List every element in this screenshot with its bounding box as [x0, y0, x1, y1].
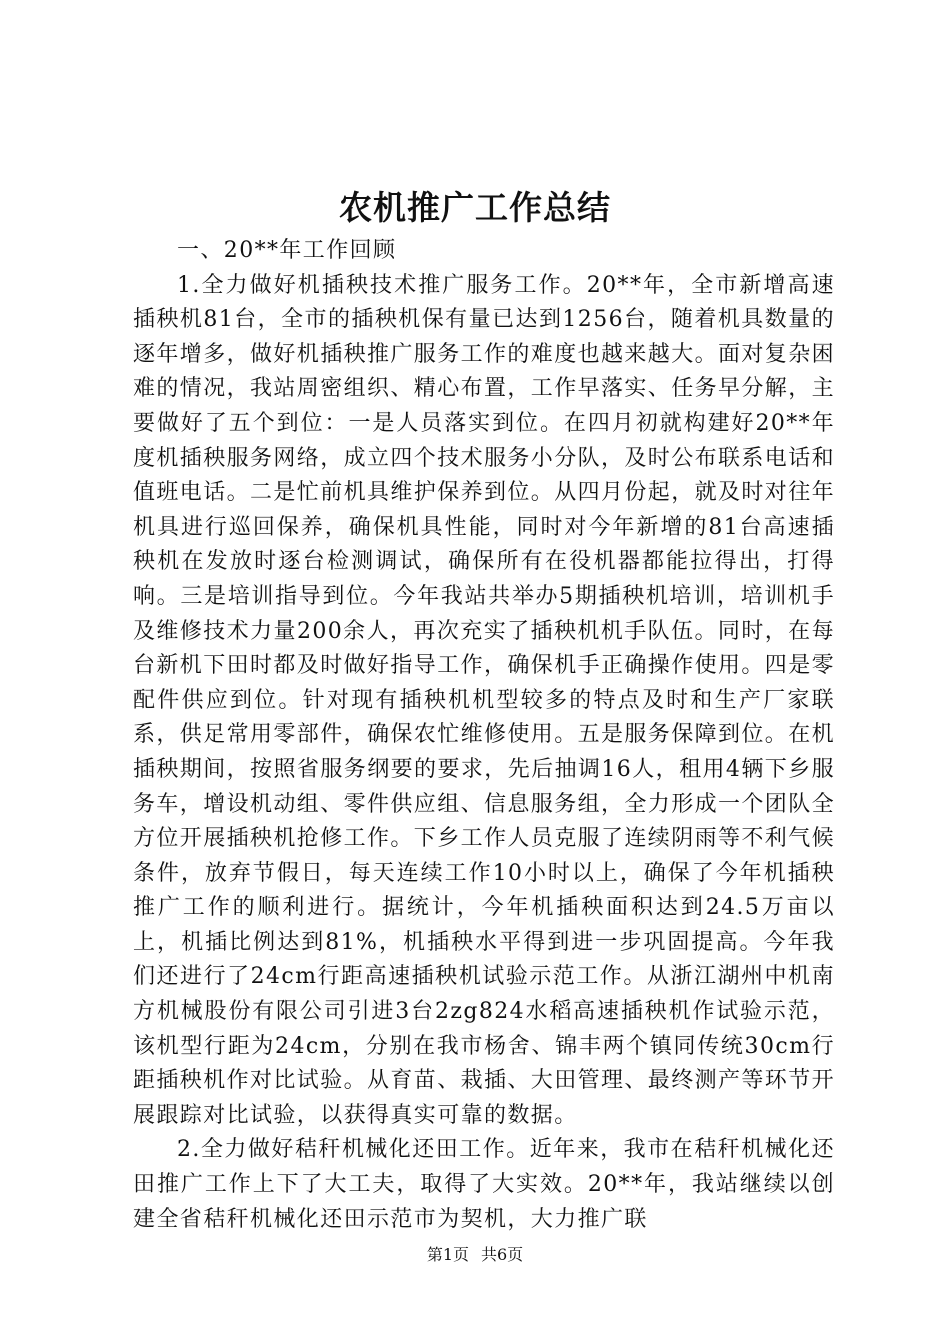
document-title: 农机推广工作总结: [339, 188, 611, 227]
document-body: [133, 234, 835, 1237]
section-heading: 一、20**年工作回顾: [177, 238, 397, 263]
page-footer: [0, 1244, 950, 1266]
body-paragraph: 2.全力做好秸秆机械化还田工作。近年来，我市在秸秆机械化还田推广工作上下了大工夫，取得了大实效。20**年，我站继续以创建全省秸秆机械化还田示范市为契机，大力推广联: [133, 1137, 835, 1232]
body-paragraph: 1.全力做好机插秧技术推广服务工作。20**年，全市新增高速插秧机81台，全市的插秧机保有量已达到1256台，随着机具数量的逐年增多，做好机插秧推广服务工作的难度也越来越大。面对复杂困难的情况，我站周密组织、精心布置，工作早落实、任务早分解，主要做好了五个到位：一是人员落实到位。在四月初就构建好20**年度机插秧服务网络，成立四个技术服务小分队，及时公布联系电话和值班电话。二是忙前机具维护保养到位。从四月份起，就及时对往年机具进行巡回保养，确保机具性能，同时对今年新增的81台高速插秧机在发放时逐台检测调试，确保所有在役机器都能拉得出，打得响。三是培训指导到位。今年我站共举办5期插秧机培训，培训机手及维修技术力量200余人，再次充实了插秧机机手队伍。同时，在每台新机下田时都及时做好指导工作，确保机手正确操作使用。四是零配件供应到位。针对现有插秧机机型较多的特点及时和生产厂家联系，供足常用零部件，确保农忙维修使用。五是服务保障到位。在机插秧期间，按照省服务纲要的要求，先后抽调16人，租用4辆下乡服务车，增设机动组、零件供应组、信息服务组，全力形成一个团队全方位开展插秧机抢修工作。下乡工作人员克服了连续阴雨等不利气候条件，放弃节假日，每天连续工作10小时以上，确保了今年机插秧推广工作的顺利进行。据统计，今年机插秧面积达到24.5万亩以上，机插比例达到81%，机插秧水平得到进一步巩固提高。今年我们还进行了24cm行距高速插秧机试验示范工作。从浙江湖州中机南方机械股份有限公司引进3台2zg824水稻高速插秧机作试验示范，该机型行距为24cm，分别在我市杨舍、锦丰两个镇同传统30cm行距插秧机作对比试验。从育苗、栽插、大田管理、最终测产等环节开展跟踪对比试验，以获得真实可靠的数据。: [133, 272, 836, 1128]
page-total: 共6页: [481, 1245, 524, 1264]
page-number: 第1页: [426, 1245, 469, 1264]
